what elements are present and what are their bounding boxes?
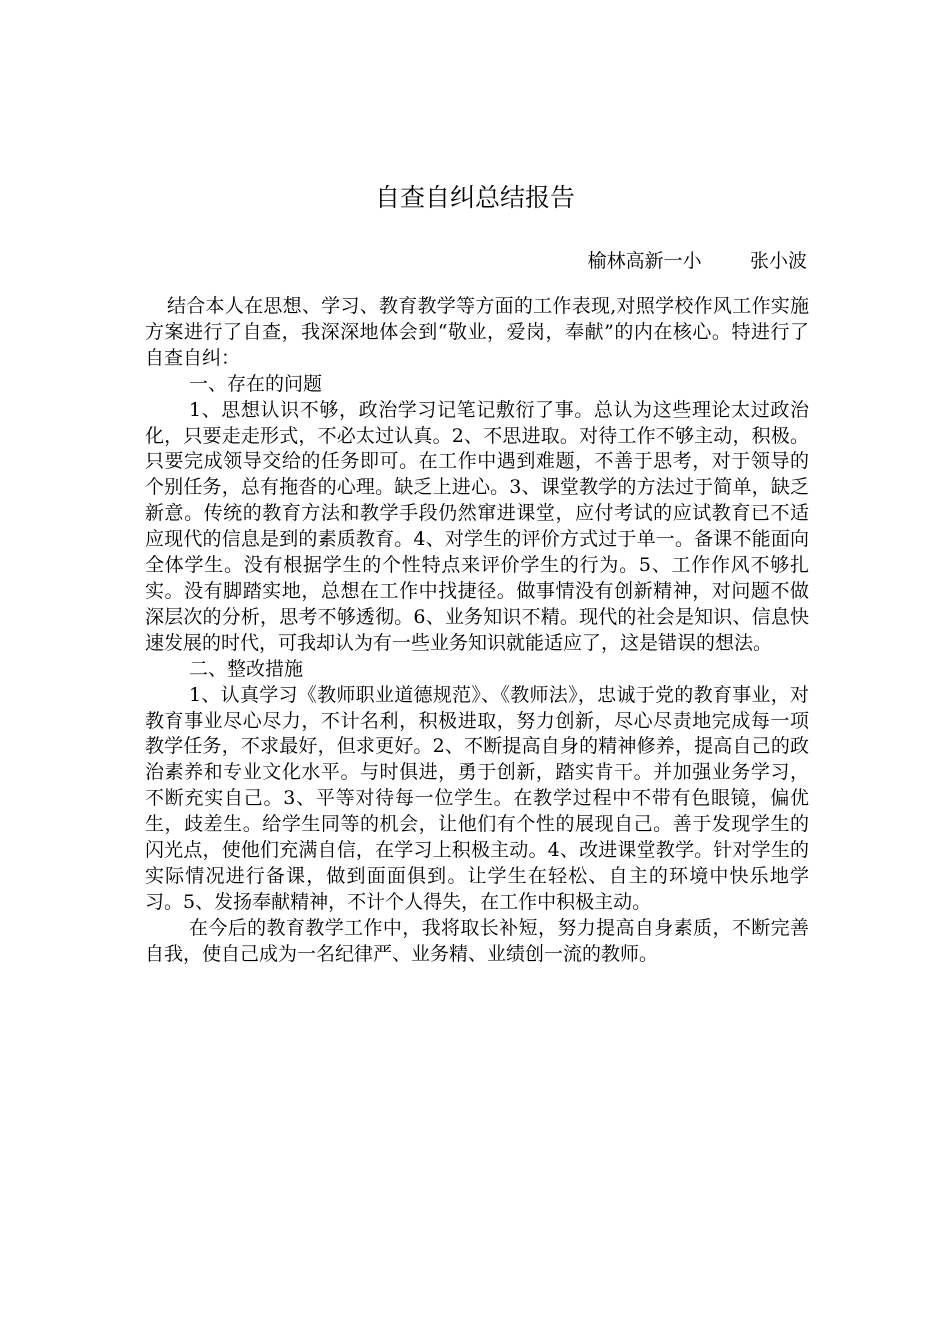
- intro-paragraph: 结合本人在思想、学习、教育教学等方面的工作表现,对照学校作风工作实施方案进行了自查，我深深地体会到“敬业，爱岗，奉献”的内在核心。特进行了自查自纠：: [145, 295, 809, 369]
- section-heading-problems: 一、存在的问题: [189, 372, 323, 395]
- document-title: 自查自纠总结报告: [374, 183, 575, 212]
- author-byline: 榆林高新一小 张小波: [587, 250, 807, 272]
- section-heading-measures: 二、整改措施: [189, 657, 304, 680]
- problems-paragraph: 1、思想认识不够，政治学习记笔记敷衍了事。总认为这些理论太过政治化，只要走走形式，不必太过认真。2、不思进取。对待工作不够主动，积极。只要完成领导交给的任务即可。在工作中遇到难题，不善于思考，对于领导的个别任务，总有拖沓的心理。缺乏上进心。3、课堂教学的方法过于简单，缺乏新意。传统的教育方法和教学手段仍然窜进课堂，应付考试的应试教育已不适应现代的信息是到的素质教育。4、对学生的评价方式过于单一。备课不能面向全体学生。没有根据学生的个性特点来评价学生的行为。5、工作作风不够扎实。没有脚踏实地，总想在工作中找捷径。做事情没有创新精神，对问题不做深层次的分析，思考不够透彻。6、业务知识不精。现代的社会是知识、信息快速发展的时代，可我却认为有一些业务知识就能适应了，这是错误的想法。: [145, 398, 809, 654]
- document-body: [145, 294, 809, 968]
- measures-paragraph: 1、认真学习《教师职业道德规范》、《教师法》，忠诚于党的教育事业，对教育事业尽心尽力，不计名利，积极进取，努力创新，尽心尽责地完成每一项教学任务，不求最好，但求更好。2、不断提高自身的精神修养，提高自己的政治素养和专业文化水平。与时俱进，勇于创新，踏实肯干。并加强业务学习，不断充实自己。3、平等对待每一位学生。在教学过程中不带有色眼镜，偏优生，歧差生。给学生同等的机会，让他们有个性的展现自己。善于发现学生的闪光点，使他们充满自信，在学习上积极主动。4、改进课堂教学。针对学生的实际情况进行备课，做到面面俱到。让学生在轻松、自主的环境中快乐地学习。5、发扬奉献精神，不计个人得失，在工作中积极主动。: [145, 683, 809, 913]
- conclusion-paragraph: 在今后的教育教学工作中，我将取长补短，努力提高自身素质，不断完善自我，使自己成为一名纪律严、业务精、业绩创一流的教师。: [145, 916, 809, 965]
